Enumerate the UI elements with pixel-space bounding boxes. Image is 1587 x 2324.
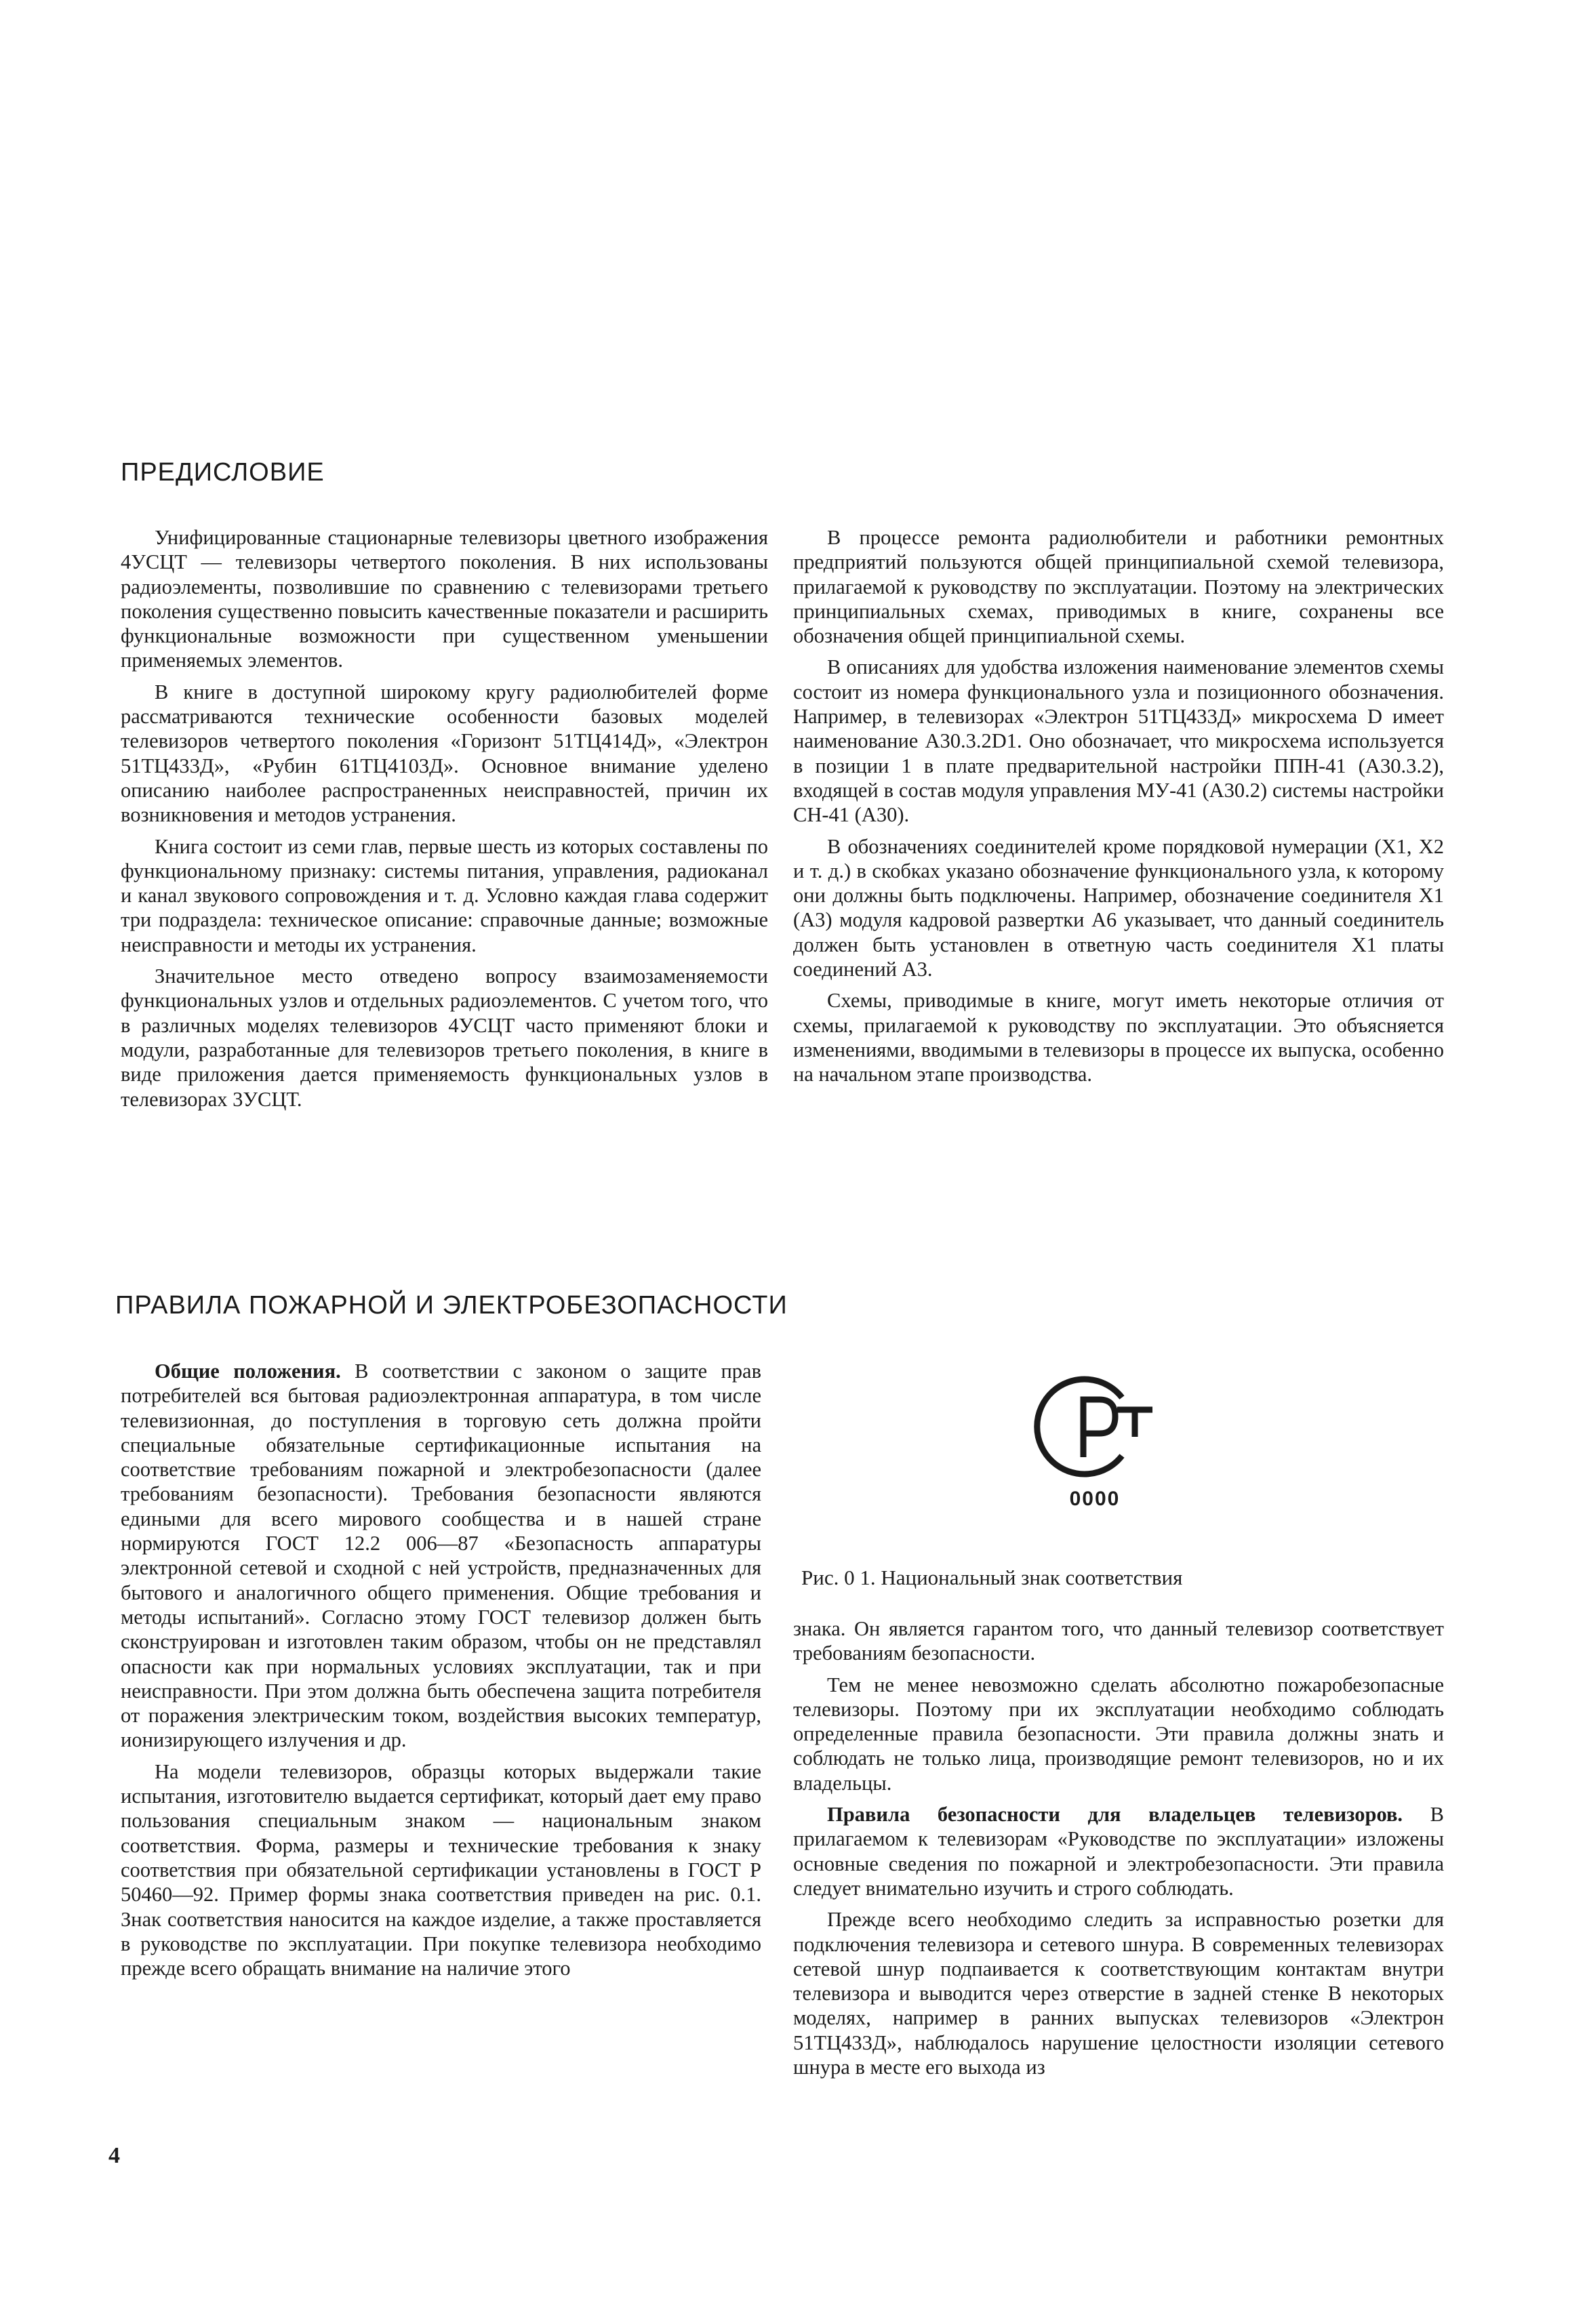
conformity-mark-figure [1030,1369,1159,1532]
paragraph: В обозначениях соединителей кроме порядковой нумерации (X1, X2 и т. д.) в скобках указано обозначение функционального узла, к которому они должны быть подключены. Например, обозначение соединителя X1 (А3) модуля кадровой развертки А6 указывает, что данный соединитель должен быть установлен в ответную часть соединителя X1 платы соединений А3. [793,834,1444,981]
paragraph-text: Прежде всего необходимо следить за исправностью розетки для подключения телевизора и сетевого шнура. В современных телевизорах сетевой шнур подпаивается к соответствующим контактам внутри телевизора и выводится через отверстие в задней стенке В некоторых моделях, например в ранних выпусках телевизоров «Электрон 51ТЦ433Д», наблюдалось нарушение целостности изоляции сетевого шнура в месте его выхода из [793,1908,1444,2079]
figure-caption: Рис. 0 1. Национальный знак соответствия [801,1566,1183,1589]
preface-left-column [121,525,768,1118]
paragraph: В описаниях для удобства изложения наименование элементов схемы состоит из номера функционального узла и позиционного обозначения. Например, в телевизорах «Электрон 51ТЦ433Д» микросхема D имеет наименование А30.3.2D1. Оно обозначает, что микросхема используется в позиции 1 в плате предварительной настройки ППН-41 (А30.3.2), входящей в состав модуля управления МУ-41 (А30.2) системы настройки СН-41 (А30). [793,655,1444,827]
paragraph-text: В прилагаемом к телевизорам «Руководстве по эксплуатации» изложены основные сведения по пожарной и электробезопасности. Эти правила следует внимательно изучить и строго соблюдать. [793,1803,1444,1900]
paragraph [121,1359,761,1753]
paragraph: Значительное место отведено вопросу взаимозаменяемости функциональных узлов и отдельных радиоэлементов. С учетом того, что в различных моделях телевизоров 4УСЦТ часто применяют блоки и модули, разработанные для телевизоров третьего поколения, в книге в виде приложения дается применяемость функциональных узлов в телевизорах 3УСЦТ. [121,964,768,1111]
paragraph-text: На модели телевизоров, образцы которых выдержали такие испытания, изготовителю выдается сертификат, который дает ему право пользования специальным знаком — национальным знаком соответствия. Форма, размеры и технические требования к знаку соответствия при обязательной сертификации установлены в ГОСТ Р 50460—92. Пример формы знака соответствия приведен на рис. 0.1. Знак соответствия наносится на каждое изделие, а также проставляется в руководстве по эксплуатации. При покупке телевизора необходимо прежде всего обращать внимание на наличие этого [121,1759,761,1980]
preface-title: ПРЕДИСЛОВИЕ [121,458,325,487]
paragraph: В книге в доступной широкому кругу радиолюбителей форме рассматриваются технические особенности базовых моделей телевизоров четвертого поколения «Горизонт 51ТЦ414Д», «Электрон 51ТЦ433Д», «Рубин 61ТЦ4103Д». Основное внимание уделено описанию наиболее распространенных неисправностей, причин их возникновения и методов устранения. [121,680,768,827]
safety-right-column [793,1616,1444,2086]
paragraph: Унифицированные стационарные телевизоры цветного изображения 4УСЦТ — телевизоры четвертого поколения. В них использованы радиоэлементы, позволившие по сравнению с телевизорами третьего поколения существенно повысить качественные показатели и расширить функциональные возможности при существенном уменьшении применяемых элементов. [121,526,768,672]
paragraph: Схемы, приводимые в книге, могут иметь некоторые отличия от схемы, прилагаемой к руководству по эксплуатации. Это объясняется изменениями, вводимыми в телевизоры в процессе их выпуска, особенно на начальном этапе производства. [793,989,1444,1086]
paragraph [793,1802,1444,1900]
preface-right-column [793,525,1444,1094]
paragraph [793,1907,1444,2079]
paragraph-text: знака. Он является гарантом того, что данный телевизор соответствует требованиям безопасности. [793,1617,1444,1665]
paragraph [793,1616,1444,1666]
conformity-mark-code: 0000 [1069,1488,1121,1510]
paragraph [793,1673,1444,1795]
page-number: 4 [108,2143,120,2168]
paragraph-lead: Правила безопасности для владельцев телевизоров. [827,1803,1403,1827]
conformity-mark-icon [1030,1369,1159,1484]
paragraph: Книга состоит из семи глав, первые шесть из которых составлены по функциональному признаку: системы питания, управления, радиоканал и канал звукового сопровождения и т. д. Условно каждая глава содержит три подраздела: техническое описание: справочные данные; возможные неисправности и методы их устранения. [121,834,768,956]
safety-title: ПРАВИЛА ПОЖАРНОЙ И ЭЛЕКТРОБЕЗОПАСНОСТИ [115,1291,788,1320]
paragraph-text: Тем не менее невозможно сделать абсолютно пожаробезопасные телевизоры. Поэтому при их эксплуатации необходимо соблюдать определенные правила безопасности. Эти правила должны знать и соблюдать не только лица, производящие ремонт телевизоров, но и их владельцы. [793,1673,1444,1795]
paragraph-lead: Общие положения. [155,1360,341,1383]
paragraph [121,1759,761,1981]
paragraph-text: В соответствии с законом о защите прав потребителей вся бытовая радиоэлектронная аппаратура, в том числе телевизионная, до поступления в торговую сеть должна пройти специальные обязательные сертификационные испытания на соответствие требованиям пожарной и электробезопасности (далее требованиям безопасности). Требования безопасности являются едиными для всего мирового сообщества и в нашей стране нормируются ГОСТ 12.2 006—87 «Безопасность аппаратуры электронной сетевой и сходной с ней устройств, предназначенных для бытового и аналогичного общего применения. Общие требования и методы испытаний». Согласно этому ГОСТ телевизор должен быть сконструирован и изготовлен таким образом, чтобы он не представлял опасности как при нормальных условиях эксплуатации, так и при неисправности. При этом должна быть обеспечена защита потребителя от поражения электрическим током, воздействия высоких температур, ионизирующего излучения и др. [121,1360,761,1752]
paragraph: В процессе ремонта радиолюбители и работники ремонтных предприятий пользуются общей принципиальной схемой телевизора, прилагаемой к руководству по эксплуатации. Поэтому на электрических принципиальных схемах, приводимых в книге, сохранены все обозначения общей принципиальной схемы. [793,526,1444,648]
safety-left-column [121,1359,761,1987]
